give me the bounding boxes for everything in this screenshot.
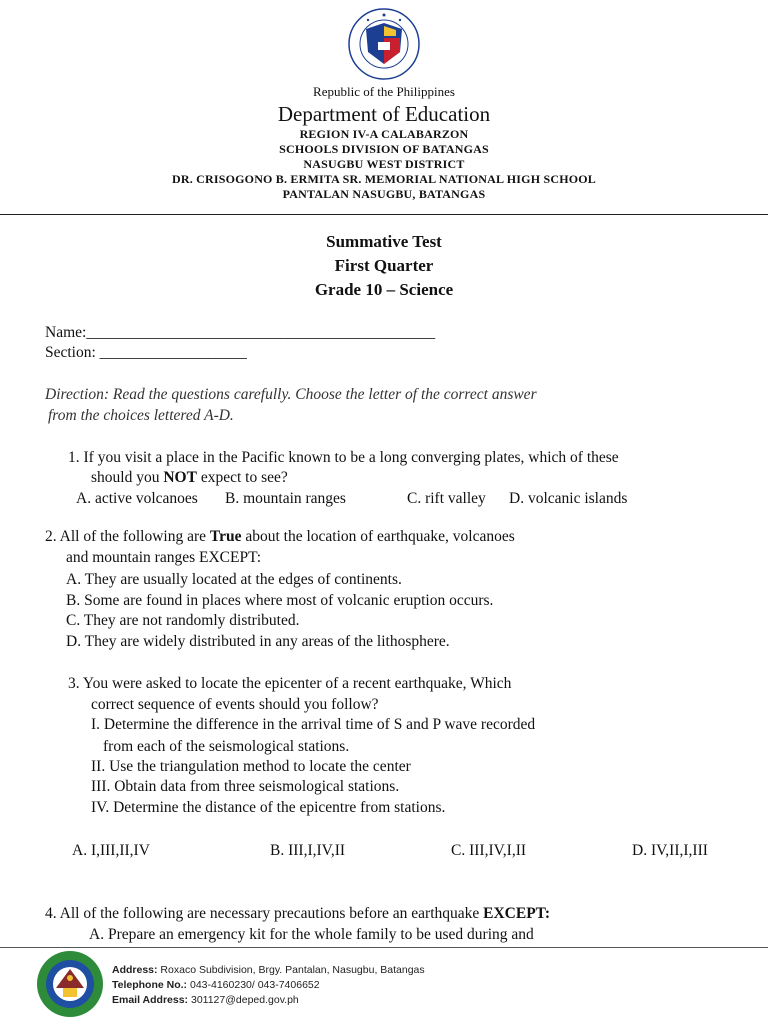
direction-line-1: Direction: Read the questions carefully. Choose the letter of the correct answer: [45, 386, 537, 403]
deped-seal: [348, 8, 420, 80]
q2-text-end: about the location of earthquake, volcanoes: [241, 528, 515, 545]
footer-phone: [112, 979, 320, 991]
q3-choice-d[interactable]: D. IV,II,I,III: [632, 842, 708, 859]
q4-emphasis: EXCEPT:: [483, 905, 551, 922]
address-label: Address:: [112, 964, 158, 976]
q2-text: 2. All of the following are: [45, 528, 210, 545]
q2-stem: [45, 528, 515, 546]
q2-choice-c[interactable]: C. They are not randomly distributed.: [66, 612, 300, 629]
q1-text-end: expect to see?: [196, 469, 288, 486]
q2-stem-line-2: and mountain ranges EXCEPT:: [66, 549, 262, 566]
q1-stem-line-2: [91, 469, 288, 487]
q3-choice-a[interactable]: A. I,III,II,IV: [72, 842, 150, 859]
footer-email: [112, 994, 299, 1006]
q1-choice-d[interactable]: D. volcanic islands: [509, 490, 628, 507]
school-address: PANTALAN NASUGBU, BATANGAS: [282, 187, 486, 201]
q3-stem: 3. You were asked to locate the epicenter of a recent earthquake, Which: [68, 675, 512, 692]
q3-step-2: II. Use the triangulation method to locate the center: [91, 758, 411, 775]
q1-choice-b[interactable]: B. mountain ranges: [225, 490, 346, 507]
phone-value: 043-4160230/ 043-7406652: [187, 979, 320, 991]
q1-choice-c[interactable]: C. rift valley: [407, 490, 486, 507]
direction-line-2: from the choices lettered A-D.: [48, 407, 234, 424]
q4-choice-a[interactable]: A. Prepare an emergency kit for the whole family to be used during and: [89, 926, 534, 943]
q1-text: should you: [91, 469, 164, 486]
q3-choice-b[interactable]: B. III,I,IV,II: [270, 842, 346, 859]
address-value: Roxaco Subdivision, Brgy. Pantalan, Nasugbu, Batangas: [157, 964, 425, 976]
q3-step-1: I. Determine the difference in the arrival time of S and P wave recorded: [91, 716, 536, 733]
q2-choice-d[interactable]: D. They are widely distributed in any areas of the lithosphere.: [66, 633, 450, 650]
q2-choice-b[interactable]: B. Some are found in places where most of volcanic eruption occurs.: [66, 592, 494, 609]
q4-text: 4. All of the following are necessary precautions before an earthquake: [45, 905, 484, 922]
district-text: NASUGBU WEST DISTRICT: [303, 157, 465, 171]
division-text: SCHOOLS DIVISION OF BATANGAS: [279, 142, 489, 156]
footer-address: [112, 964, 425, 976]
footer-divider: [0, 947, 768, 948]
region-text: REGION IV-A CALABARZON: [299, 127, 469, 141]
department-title: Department of Education: [277, 102, 491, 126]
q3-step-3: III. Obtain data from three seismological stations.: [91, 778, 400, 795]
q1-stem: 1. If you visit a place in the Pacific known to be a long converging plates, which of these: [68, 449, 619, 466]
school-logo: [36, 950, 104, 1018]
q3-step-1-cont: from each of the seismological stations.: [103, 738, 350, 755]
q2-emphasis: True: [209, 528, 242, 545]
q3-choice-c[interactable]: C. III,IV,I,II: [451, 842, 527, 859]
header-divider: [0, 214, 768, 215]
email-value[interactable]: 301127@deped.gov.ph: [188, 994, 299, 1006]
phone-label: Telephone No.:: [112, 979, 188, 991]
test-title: Summative Test: [326, 232, 442, 251]
test-grade: Grade 10 – Science: [314, 280, 454, 299]
school-name: DR. CRISOGONO B. ERMITA SR. MEMORIAL NATIONAL HIGH SCHOOL: [171, 172, 596, 186]
name-field[interactable]: Name:_____________________________________________: [45, 324, 436, 341]
q1-emphasis: NOT: [163, 469, 197, 486]
q3-stem-line-2: correct sequence of events should you follow?: [91, 696, 379, 713]
email-label: Email Address:: [112, 994, 189, 1006]
q1-choice-a[interactable]: A. active volcanoes: [76, 490, 198, 507]
q4-stem: [45, 905, 550, 923]
q2-choice-a[interactable]: A. They are usually located at the edges of continents.: [66, 571, 402, 588]
republic-text: Republic of the Philippines: [313, 84, 455, 99]
test-quarter: First Quarter: [334, 256, 434, 275]
q3-step-4: IV. Determine the distance of the epicentre from stations.: [91, 799, 446, 816]
section-field[interactable]: Section: ___________________: [45, 344, 247, 361]
